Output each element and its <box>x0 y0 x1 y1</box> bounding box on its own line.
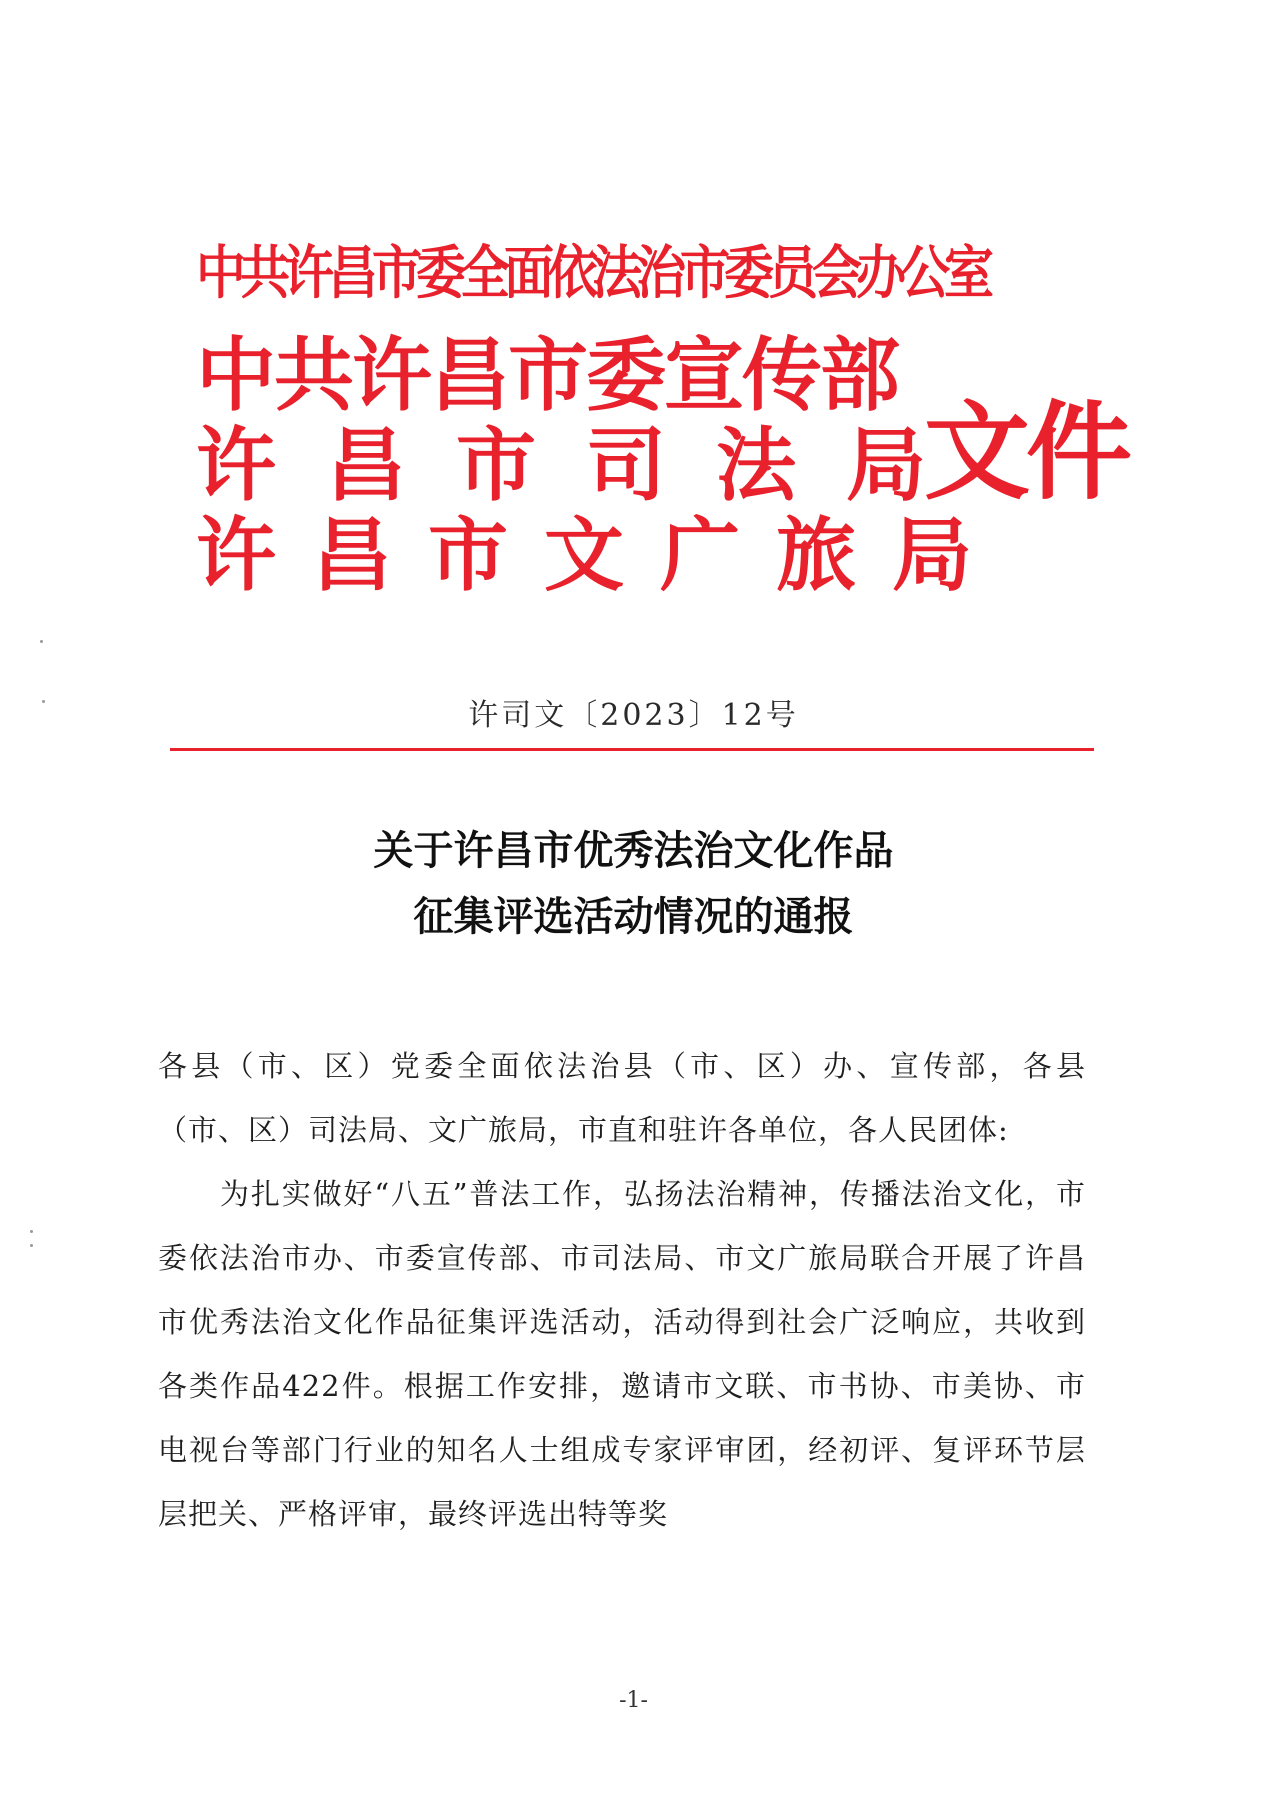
issuer-2: 中共许昌市委宣传部 <box>196 329 898 422</box>
issuer-3: 许昌市司法局 <box>196 419 976 512</box>
document-label: 文件 <box>924 391 1128 514</box>
scan-speck <box>42 700 45 703</box>
document-number: 许司文〔2023〕12号 <box>468 698 799 733</box>
body-paragraph-1: 为扎实做好“八五”普法工作，弘扬法治精神，传播法治文化，市委依法治市办、市委宣传部、市司法局、市文广旅局联合开展了许昌市优秀法治文化作品征集评选活动，活动得到社会广泛响应，共收到各类作品422件。根据工作安排，邀请市文联、市书协、市美协、市电视台等部门行业的知名人士组成专家评审团，经初评、复评环节层层把关、严格评审，最终评选出特等奖 <box>158 1177 1086 1531</box>
scan-speck <box>30 1244 33 1247</box>
issuer-1: 中共许昌市委全面依法治市委员会办公室 <box>196 239 988 307</box>
issuer-4: 许昌市文广旅局 <box>196 509 1008 602</box>
scan-speck <box>40 640 43 643</box>
recipients-paragraph: 各县（市、区）党委全面依法治县（市、区）办、宣传部，各县（市、区）司法局、文广旅局，市直和驻许各单位，各人民团体: <box>158 1049 1086 1147</box>
title-line-2: 征集评选活动情况的通报 <box>413 894 854 940</box>
red-separator-line <box>170 748 1094 751</box>
title-line-1: 关于许昌市优秀法治文化作品 <box>373 828 894 874</box>
document-title <box>0 818 1267 950</box>
document-body <box>158 1034 1086 1546</box>
page-number: -1- <box>619 1688 648 1713</box>
scan-speck <box>30 1230 33 1233</box>
